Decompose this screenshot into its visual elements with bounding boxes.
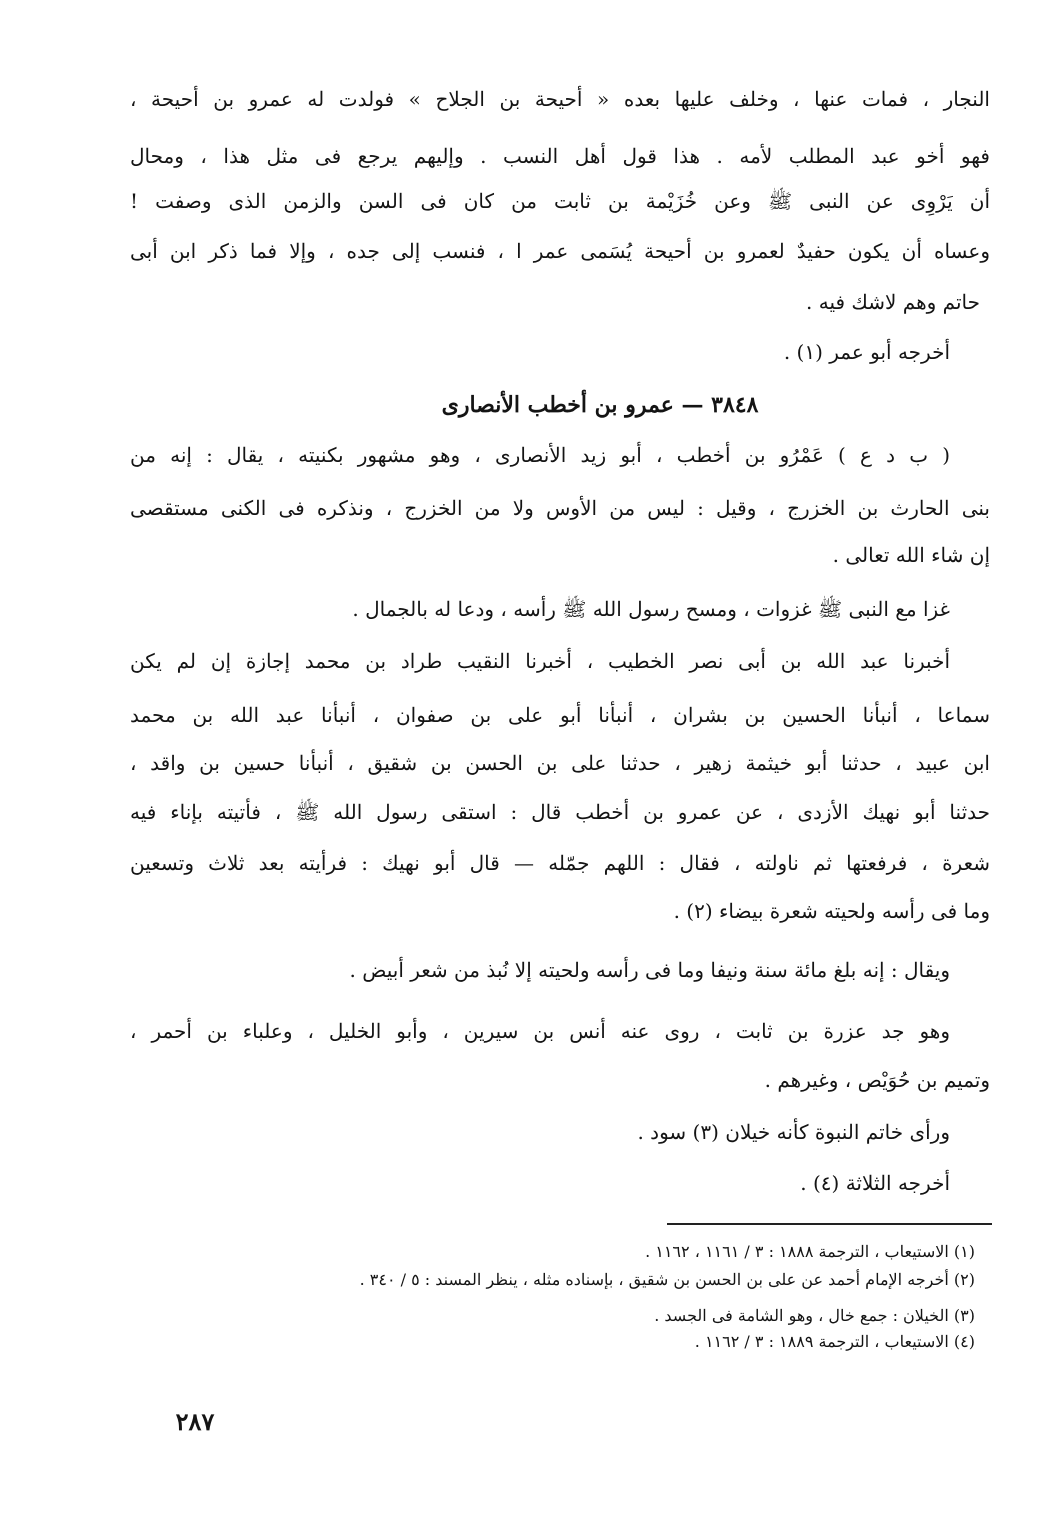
- body-line: النجار ، فمات عنها ، وخلف عليها بعده « أحيحة بن الجلاح » فولدت له عمرو بن أحيحة ،: [130, 87, 990, 111]
- body-line: حاتم وهم لاشك فيه .: [806, 290, 980, 314]
- body-line: أخبرنا عبد الله بن أبى نصر الخطيب ، أخبرنا النقيب طراد بن محمد إجازة إن لم يكن: [130, 649, 950, 673]
- footnote: (٤) الاستيعاب ، الترجمة ١٨٨٩ : ٣ / ١١٦٢ .: [694, 1332, 975, 1351]
- body-line: وتميم بن حُوَيْص ، وغيرهم .: [764, 1068, 990, 1092]
- footnote: (٢) أخرجه الإمام أحمد عن على بن الحسن بن شقيق ، بإسناده مثله ، ينظر المسند : ٥ / ٣٤٠ .: [359, 1270, 975, 1289]
- footnote: (٣) الخيلان : جمع خال ، وهو الشامة فى الجسد .: [654, 1306, 975, 1325]
- body-line: حدثنا أبو نهيك الأزدى ، عن عمرو بن أخطب قال : استقى رسول الله ﷺ ، فأتيته بإناء فيه: [130, 800, 990, 824]
- body-line: ويقال : إنه بلغ مائة سنة ونيفا وما فى رأسه ولحيته إلا نُبذ من شعر أبيض .: [349, 958, 950, 982]
- page-number: ٢٨٧: [175, 1407, 215, 1436]
- body-line: ورأى خاتم النبوة كأنه خيلان (٣) سود .: [637, 1120, 950, 1144]
- body-line: غزا مع النبى ﷺ غزوات ، ومسح رسول الله ﷺ رأسه ، ودعا له بالجمال .: [352, 597, 950, 621]
- body-line: شعرة ، فرفعتها ثم ناولته ، فقال : اللهم جمّله — قال أبو نهيك : فرأيته بعد ثلاث وتسعين: [130, 851, 990, 875]
- footnote-separator: [667, 1223, 992, 1225]
- body-line: بنى الحارث بن الخزرج ، وقيل : ليس من الأوس ولا من الخزرج ، ونذكره فى الكنى مستقصى: [130, 496, 990, 520]
- body-line: وعساه أن يكون حفيدٌ لعمرو بن أحيحة يُسَمى عمر ا ، فنسب إلى جده ، وإلا فما ذكر ابن أبى: [130, 239, 990, 263]
- body-line: أن يَرْوِى عن النبى ﷺ وعن خُزَيْمة بن ثابت من كان فى السن والزمن الذى وصفت !: [130, 189, 990, 213]
- entry-heading: ٣٨٤٨ — عمرو بن أخطب الأنصارى: [441, 392, 759, 418]
- body-line: ( ب د ع ) عَمْرُو بن أخطب ، أبو زيد الأنصارى ، وهو مشهور بكنيته ، يقال : إنه من: [130, 443, 950, 467]
- attribution-line: أخرجه الثلاثة (٤) .: [800, 1171, 950, 1195]
- body-line: وهو جد عزرة بن ثابت ، روى عنه أنس بن سيرين ، وأبو الخليل ، وعلباء بن أحمر ،: [130, 1019, 950, 1043]
- footnote: (١) الاستيعاب ، الترجمة ١٨٨٨ : ٣ / ١١٦١ ، ١١٦٢ .: [645, 1242, 975, 1261]
- attribution-line: أخرجه أبو عمر (١) .: [783, 340, 950, 364]
- body-line: فهو أخو عبد المطلب لأمه . هذا قول أهل النسب . وإليهم يرجع فى مثل هذا ، ومحال: [130, 144, 990, 168]
- body-line: إن شاء الله تعالى .: [832, 543, 990, 567]
- body-line: ابن عبيد ، حدثنا أبو خيثمة زهير ، حدثنا على بن الحسن بن شقيق ، أنبأنا حسين بن واقد ،: [130, 751, 990, 775]
- body-line: سماعا ، أنبأنا الحسين بن بشران ، أنبأنا أبو على بن صفوان ، أنبأنا عبد الله بن محمد: [130, 703, 990, 727]
- body-line: وما فى رأسه ولحيته شعرة بيضاء (٢) .: [673, 899, 990, 923]
